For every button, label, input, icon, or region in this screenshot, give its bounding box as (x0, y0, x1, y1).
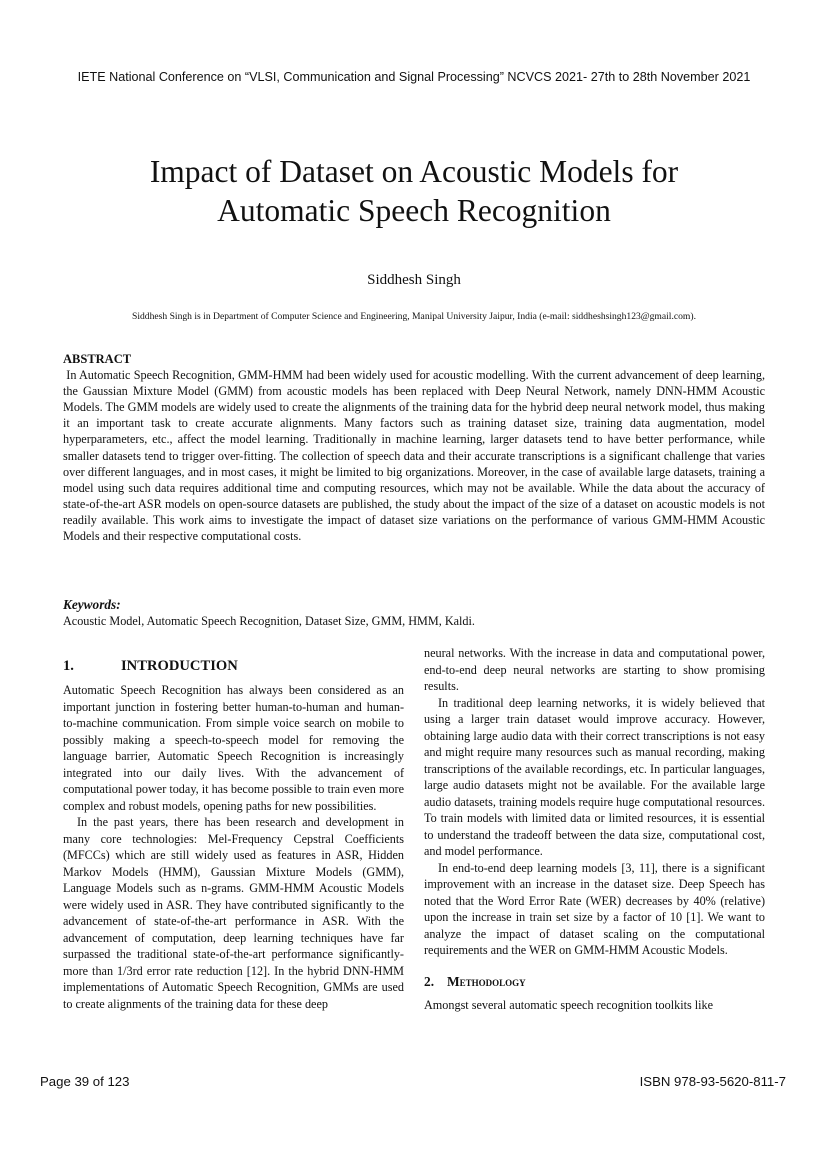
introduction-title: INTRODUCTION (121, 658, 238, 674)
title-line-1: Impact of Dataset on Acoustic Models for (149, 154, 679, 189)
introduction-paragraph-2: In the past years, there has been research and development in many core technologies: Mel-Frequency Cepstral Coefficients (MFCCs) which are still widely used as features in ASR, Hidden Markov Models (HMM), Gaussian Mixture Models (GMM), Language Models such as n-grams. GMM-HMM Acoustic Models were widely used in ASR. They have contributed significantly to the advancement of state-of-the-art performance in ASR. With the advancement of computation, deep learning techniques have far surpassed the traditional state-of-the-art performance significantly- more than 1/3rd error rate reduction [12]. In the hybrid DNN-HMM implementations of Automatic Speech Recognition, GMMs are used to create alignments of the training data for these deep (63, 815, 404, 1011)
isbn: ISBN 978-93-5620-811-7 (639, 1074, 786, 1089)
conference-header: IETE National Conference on “VLSI, Communication and Signal Processing” NCVCS 2021- 27th to 28th November 2021 (77, 70, 751, 84)
keywords-text: Acoustic Model, Automatic Speech Recognition, Dataset Size, GMM, HMM, Kaldi. (63, 614, 475, 628)
introduction-paragraph-4: In end-to-end deep learning models [3, 11], there is a significant improvement with an increase in the dataset size. Deep Speech has noted that the Word Error Rate (WER) decreases by 40% (relative) upon the increase in train set size by a factor of 10 [1]. We want to analyze the impact of dataset scaling on the computational requirements and the WER on GMM-HMM Acoustic Models. (424, 860, 765, 957)
methodology-heading (424, 972, 765, 992)
introduction-paragraph-1: Automatic Speech Recognition has always been considered as an important junction in fostering better human-to-human and human-to-machine communication. From simple voice search on mobile to possibly making a speech-to-speech model for removing the language barrier, Automatic Speech Recognition is increasingly integrated into our daily lives. With the advancement of computational power today, it has become possible to train even more complex and robust models, opening paths for new possibilities. (63, 683, 404, 813)
introduction-paragraph-2-continued: neural networks. With the increase in data and computational power, end-to-end deep neural networks are starting to show promising results. (424, 646, 765, 693)
page-number: Page 39 of 123 (40, 1074, 130, 1089)
introduction-number: 1. (63, 658, 74, 674)
title-line-2: Automatic Speech Recognition (217, 193, 611, 228)
introduction-heading (63, 656, 404, 676)
abstract-heading: ABSTRACT (63, 352, 132, 366)
left-column (63, 656, 404, 1012)
paper-title (0, 152, 828, 230)
abstract-section (63, 351, 769, 544)
keywords-section (63, 596, 765, 630)
author-affiliation: Siddhesh Singh is in Department of Computer Science and Engineering, Manipal University Jaipur, India (e-mail: siddheshsingh123@gmail.com). (132, 311, 696, 322)
methodology-number: 2. (424, 973, 435, 989)
right-column (424, 645, 765, 1013)
author-name: Siddhesh Singh (367, 272, 461, 288)
keywords-heading: Keywords: (63, 597, 121, 612)
introduction-paragraph-3: In traditional deep learning networks, it is widely believed that using a larger train dataset would improve accuracy. However, obtaining large audio data with their correct transcriptions is not easy and might require many resources such as manual recording, making transcriptions of the available recordings, etc. In particular languages, large audio datasets might not be available. For the available large audio datasets, training models require huge computational resources. To train models with limited data or limited resources, it is essential to understand the tradeoff between the data size, computational cost, and model performance. (424, 695, 765, 858)
methodology-title: Methodology (447, 973, 526, 989)
methodology-paragraph-1: Amongst several automatic speech recognition toolkits like (424, 997, 714, 1012)
abstract-text: In Automatic Speech Recognition, GMM-HMM had been widely used for acoustic modelling. With the current advancement of deep learning, the Gaussian Mixture Model (GMM) from acoustic models has been replaced with Deep Neural Network, namely DNN-HMM Acoustic Models. The GMM models are widely used to create the alignments of the training data for the hybrid deep neural network model, thus making it an important task to create accurate alignments. Many factors such as training dataset size, training data augmentation, model hyperparameters, etc., affect the model learning. Traditionally in machine learning, larger datasets tend to have better performance, while smaller datasets tend to trigger over-fitting. The collection of speech data and their accurate transcriptions is a significant challenge that varies over different languages, and in most cases, it might be limited to big organizations. Moreover, in the case of available large datasets, training a model using such data requires additional time and computing resources, which may not be available. While the data about the accuracy of state-of-the-art ASR models on open-source datasets are published, the study about the impact of the size of a dataset on acoustic models is not readily available. This work aims to investigate the impact of dataset size variations on the performance of various GMM-HMM Acoustic Models and their respective computational costs. (63, 368, 769, 544)
